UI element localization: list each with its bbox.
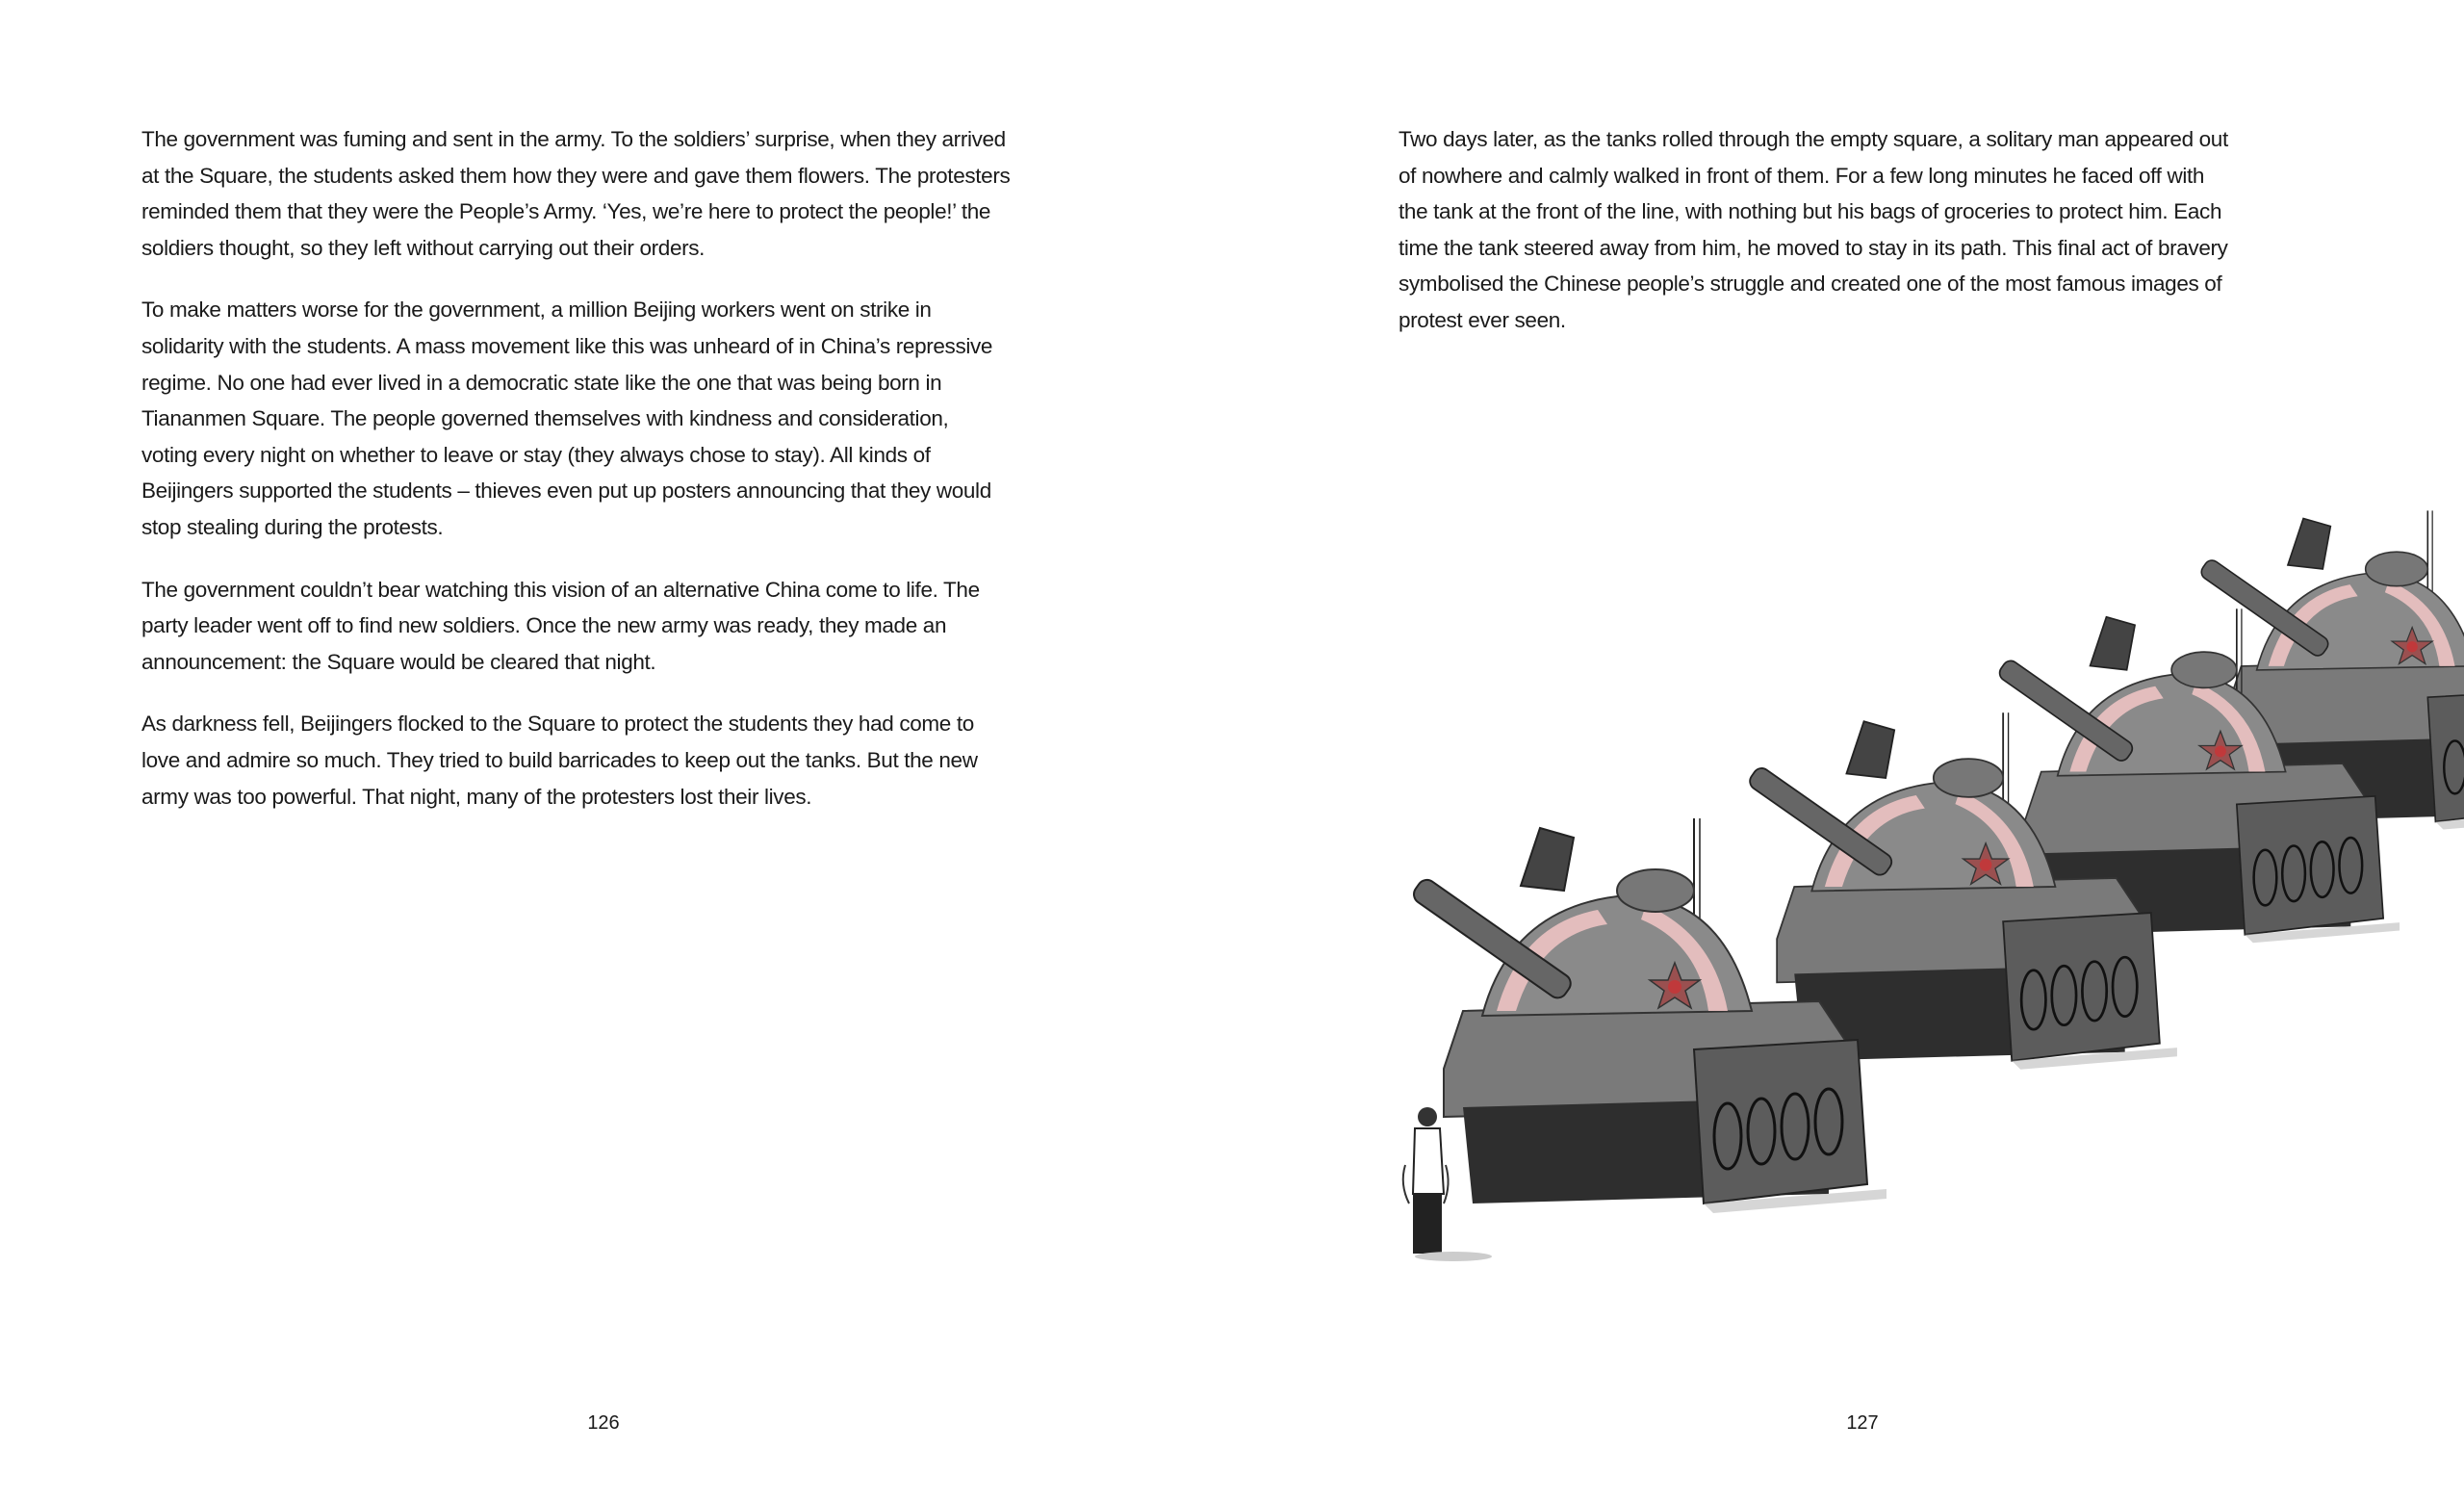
text-line: regime. No one had ever lived in a democratic state like the one that was being born in [141, 370, 942, 395]
text-line: The government couldn’t bear watching this vision of an alternative China come to life. The [141, 577, 980, 602]
paragraph [141, 121, 1104, 266]
tank-man-illustration [1386, 501, 2464, 1271]
text-line: solidarity with the students. A mass movement like this was unheard of in China’s repressive [141, 333, 993, 358]
text-line: party leader went off to find new soldiers. Once the new army was ready, they made an [141, 613, 947, 638]
text-line: voting every night on whether to leave or stay (they always chose to stay). All kinds of [141, 442, 931, 467]
paragraph [141, 706, 1104, 815]
page-number-left: 126 [587, 1412, 620, 1434]
text-line: announcement: the Square would be cleared that night. [141, 649, 656, 674]
paragraph [1399, 121, 2361, 339]
left-page-text [141, 121, 1104, 841]
paragraph [141, 292, 1104, 545]
text-line: of nowhere and calmly walked in front of them. For a few long minutes he faced off with [1399, 163, 2205, 188]
text-line: time the tank steered away from him, he moved to stay in its path. This final act of bravery [1399, 235, 2228, 260]
text-line: Tiananmen Square. The people governed themselves with kindness and consideration, [141, 406, 949, 431]
text-line: soldiers thought, so they left without carrying out their orders. [141, 235, 706, 260]
text-line: Two days later, as the tanks rolled through the empty square, a solitary man appeared out [1399, 127, 2228, 151]
text-line: army was too powerful. That night, many of the protesters lost their lives. [141, 784, 812, 809]
page-number-right: 127 [1846, 1412, 1879, 1434]
text-line: stop stealing during the protests. [141, 514, 444, 539]
right-page-text [1399, 121, 2361, 365]
text-line: To make matters worse for the government, a million Beijing workers went on strike in [141, 298, 932, 323]
text-line: the tank at the front of the line, with nothing but his bags of groceries to protect him. Each [1399, 199, 2222, 224]
text-line: protest ever seen. [1399, 307, 1566, 332]
text-line: symbolised the Chinese people’s struggle and created one of the most famous images of [1399, 272, 2222, 297]
text-line: As darkness fell, Beijingers flocked to the Square to protect the students they had come to [141, 712, 974, 737]
text-line: love and admire so much. They tried to build barricades to keep out the tanks. But the new [141, 747, 978, 772]
paragraph [141, 572, 1104, 681]
text-line: Beijingers supported the students – thieves even put up posters announcing that they would [141, 479, 991, 504]
text-line: at the Square, the students asked them how they were and gave them flowers. The protesters [141, 163, 1011, 188]
text-line: reminded them that they were the People’s Army. ‘Yes, we’re here to protect the people!’ the [141, 199, 991, 224]
text-line: The government was fuming and sent in the army. To the soldiers’ surprise, when they arrived [141, 127, 1006, 151]
